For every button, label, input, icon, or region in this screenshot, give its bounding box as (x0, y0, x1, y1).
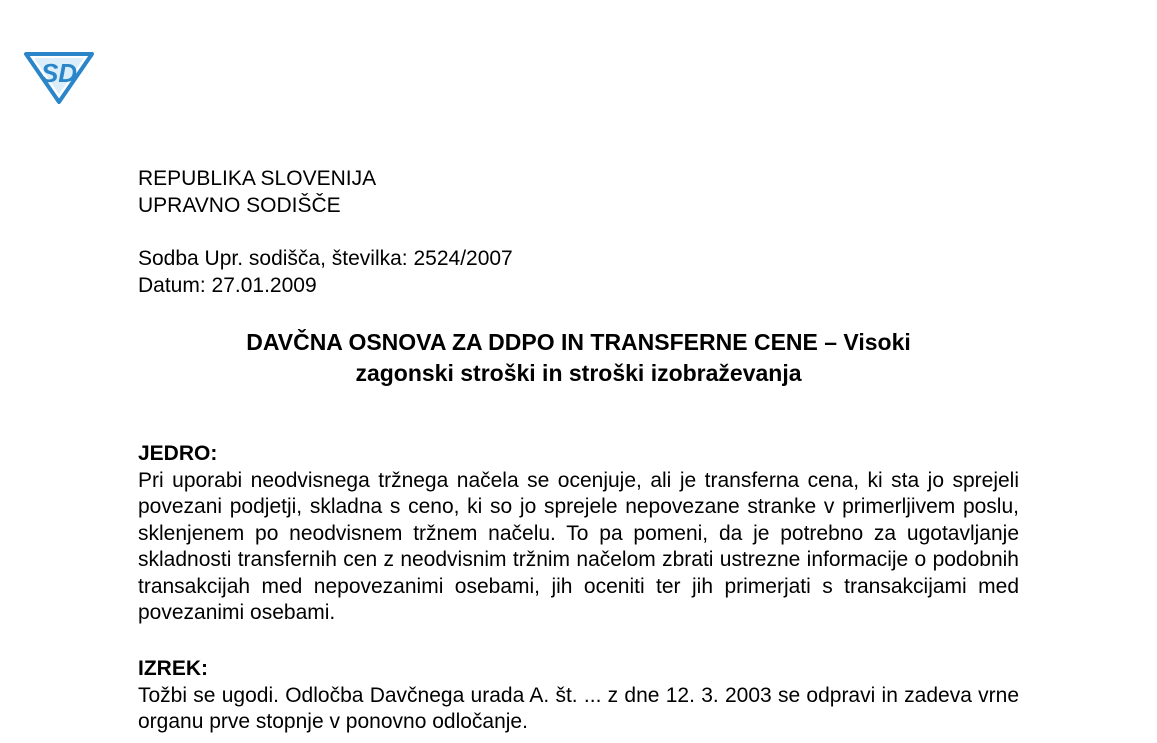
court-header (138, 166, 376, 219)
header-court: UPRAVNO SODIŠČE (138, 193, 341, 217)
izrek-text: Tožbi se ugodi. Odločba Davčnega urada A. št. ... z dne 12. 3. 2003 se odpravi in zadeva vrne organu prve stopnje v ponovno odločanje. (138, 683, 1019, 733)
sd-logo-icon (22, 48, 96, 104)
case-number: Sodba Upr. sodišča, številka: 2524/2007 (138, 247, 513, 270)
document-title (138, 327, 1019, 389)
svg-text:SD: SD (40, 58, 78, 88)
case-date: Datum: 27.01.2009 (138, 273, 317, 297)
header-country: REPUBLIKA SLOVENIJA (138, 167, 377, 190)
jedro-heading: JEDRO: (138, 442, 218, 465)
jedro-section (138, 441, 1019, 627)
izrek-heading: IZREK: (138, 657, 208, 680)
jedro-text: Pri uporabi neodvisnega tržnega načela se ocenjuje, ali je transferna cena, ki sta jo sprejeli povezani podjetji, skladna s ceno, ki so jo sprejele nepovezane stranke v primerljivem poslu, sklenjenem po neodvisnem tržnem načelu. To pa pomeni, da je potrebno za ugotavljanje skladnosti transfernih cen z neodvisnim tržnim načelom zbrati ustrezne informacije o podobnih transakcijah med nepovezanimi osebami, jih oceniti ter jih primerjati s transakcijami med povezanimi osebami. (138, 468, 1019, 624)
izrek-section (138, 656, 1019, 736)
case-info (138, 246, 513, 299)
title-line-1: DAVČNA OSNOVA ZA DDPO IN TRANSFERNE CENE – Visoki (246, 329, 911, 355)
title-line-2: zagonski stroški in stroški izobraževanja (355, 360, 802, 386)
